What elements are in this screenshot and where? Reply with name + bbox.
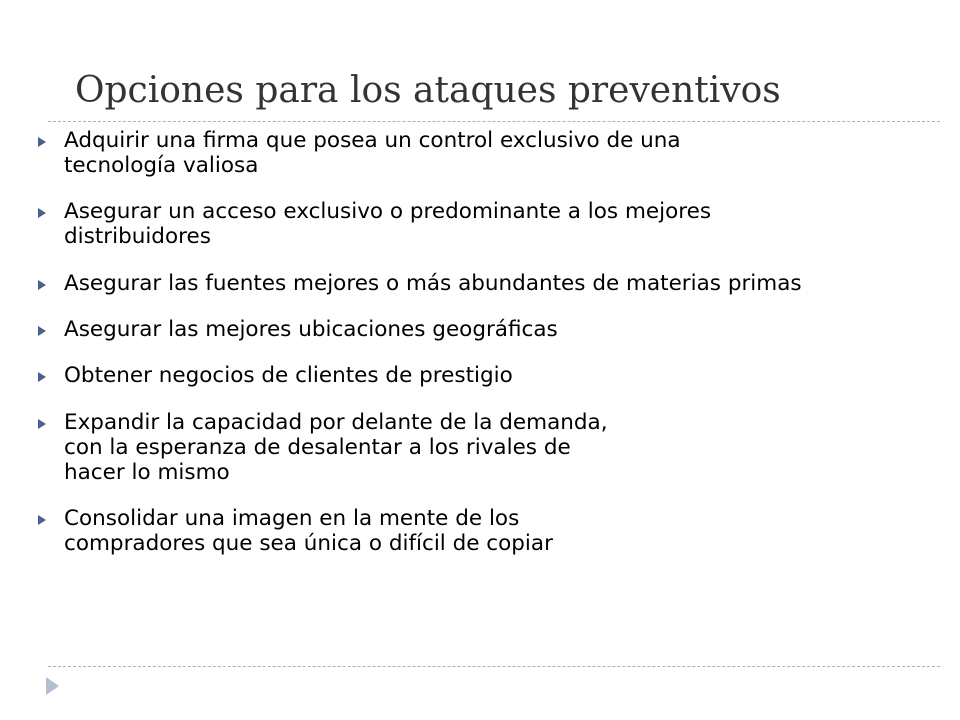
bullet-text: Adquirir una firma que posea un control exclusivo de una tecnología valiosa: [64, 128, 681, 178]
triangle-right-icon: [38, 137, 46, 147]
footer-divider: [48, 666, 940, 667]
slide-title: Opciones para los ataques preventivos: [75, 70, 781, 111]
bullet-item: [38, 128, 948, 178]
bullet-list: [38, 128, 948, 556]
bullet-item: [38, 410, 948, 485]
triangle-right-icon: [38, 326, 46, 336]
bullet-text: Consolidar una imagen en la mente de los compradores que sea única o difícil de copiar: [64, 506, 553, 556]
bullet-text: Asegurar las fuentes mejores o más abundantes de materias primas: [64, 271, 802, 296]
triangle-right-icon: [38, 208, 46, 218]
title-divider: [48, 121, 940, 122]
bullet-text: Asegurar las mejores ubicaciones geográficas: [64, 317, 558, 342]
bullet-text: Obtener negocios de clientes de prestigio: [64, 363, 513, 388]
triangle-right-icon: [46, 677, 59, 695]
bullet-item: [38, 363, 948, 388]
bullet-text: Expandir la capacidad por delante de la demanda, con la esperanza de desalentar a los rivales de hacer lo mismo: [64, 410, 608, 485]
triangle-right-icon: [38, 419, 46, 429]
bullet-item: [38, 506, 948, 556]
triangle-right-icon: [38, 280, 46, 290]
bullet-text: Asegurar un acceso exclusivo o predominante a los mejores distribuidores: [64, 199, 712, 249]
triangle-right-icon: [38, 515, 46, 525]
bullet-item: [38, 199, 948, 249]
bullet-item: [38, 317, 948, 342]
triangle-right-icon: [38, 372, 46, 382]
bullet-item: [38, 271, 948, 296]
